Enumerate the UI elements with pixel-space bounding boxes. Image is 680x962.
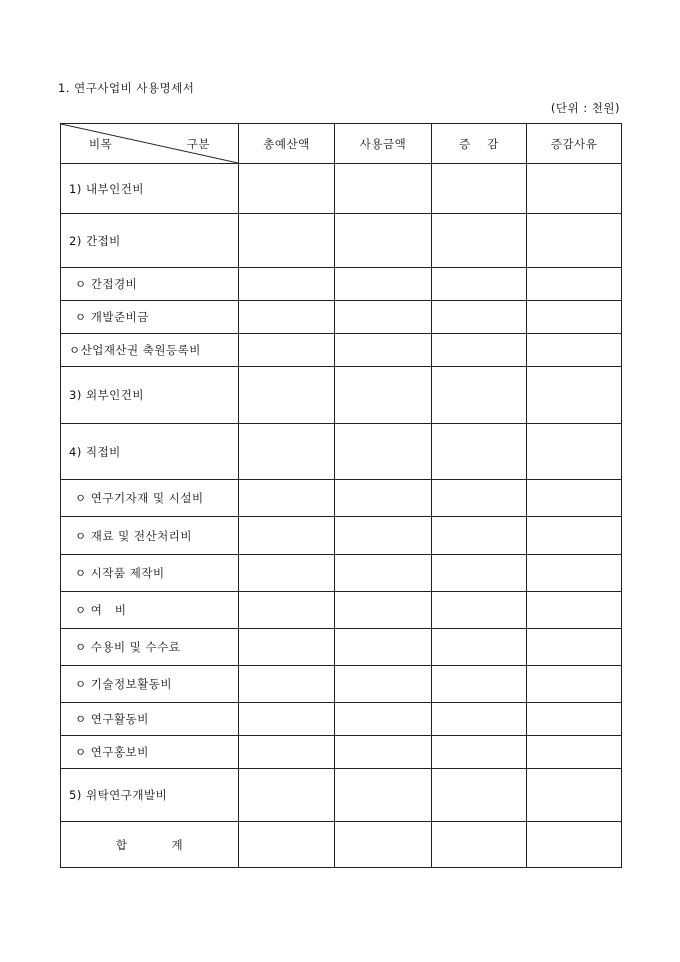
row-label: ㅇ 수용비 및 수수료 — [61, 629, 239, 666]
cell-change[interactable] — [432, 736, 527, 769]
cell-change-reason[interactable] — [527, 769, 622, 822]
cell-used-amount[interactable] — [335, 424, 432, 480]
cell-used-amount[interactable] — [335, 480, 432, 517]
cell-used-amount[interactable] — [335, 736, 432, 769]
cell-change[interactable] — [432, 367, 527, 424]
cell-total-budget[interactable] — [239, 367, 335, 424]
cell-change-reason[interactable] — [527, 703, 622, 736]
cell-used-amount[interactable] — [335, 164, 432, 214]
cell-total-budget[interactable] — [239, 164, 335, 214]
table-row — [61, 517, 622, 555]
cell-change-reason[interactable] — [527, 555, 622, 592]
cell-total-budget[interactable] — [239, 629, 335, 666]
cell-used-amount[interactable] — [335, 301, 432, 334]
cell-used-amount[interactable] — [335, 629, 432, 666]
cell-total-budget[interactable] — [239, 769, 335, 822]
cell-used-amount[interactable] — [335, 592, 432, 629]
cell-change[interactable] — [432, 666, 527, 703]
table-row — [61, 301, 622, 334]
cell-change[interactable] — [432, 517, 527, 555]
row-label: 3) 외부인건비 — [61, 367, 239, 424]
cell-change-reason[interactable] — [527, 268, 622, 301]
cell-change[interactable] — [432, 629, 527, 666]
corner-left-label: 비목 — [89, 137, 113, 151]
table-row — [61, 214, 622, 268]
total-label — [61, 822, 239, 868]
row-label: ㅇ산업재산권 축원등록비 — [61, 334, 239, 367]
cell-change-reason[interactable] — [527, 424, 622, 480]
table-row — [61, 769, 622, 822]
table-row — [61, 555, 622, 592]
row-label: 2) 간접비 — [61, 214, 239, 268]
cell-used-amount[interactable] — [335, 367, 432, 424]
cell-total-budget[interactable] — [239, 424, 335, 480]
cell-change[interactable] — [432, 268, 527, 301]
row-label: ㅇ 기술정보활동비 — [61, 666, 239, 703]
cell-used-amount[interactable] — [335, 769, 432, 822]
cell-total-budget[interactable] — [239, 666, 335, 703]
table-row — [61, 480, 622, 517]
total-label-part-1: 합 — [115, 837, 128, 852]
cell-change-reason[interactable] — [527, 301, 622, 334]
cell-change[interactable] — [432, 480, 527, 517]
cell-change[interactable] — [432, 424, 527, 480]
table-row — [61, 629, 622, 666]
cell-total-budget[interactable] — [239, 736, 335, 769]
cell-total-budget[interactable] — [239, 822, 335, 868]
cell-used-amount[interactable] — [335, 703, 432, 736]
expense-table — [60, 123, 622, 868]
cell-change[interactable] — [432, 334, 527, 367]
cell-change[interactable] — [432, 214, 527, 268]
column-header-used-amount: 사용금액 — [335, 124, 432, 164]
cell-total-budget[interactable] — [239, 268, 335, 301]
cell-change-reason[interactable] — [527, 629, 622, 666]
cell-change-reason[interactable] — [527, 367, 622, 424]
row-label: 1) 내부인건비 — [61, 164, 239, 214]
cell-change[interactable] — [432, 592, 527, 629]
cell-used-amount[interactable] — [335, 666, 432, 703]
table-row — [61, 367, 622, 424]
unit-note: (단위 : 천원) — [550, 101, 620, 115]
cell-total-budget[interactable] — [239, 517, 335, 555]
column-header-change-reason: 증감사유 — [527, 124, 622, 164]
table-row — [61, 592, 622, 629]
document-title: 1. 연구사업비 사용명세서 — [58, 81, 195, 95]
column-header-change: 증 감 — [432, 124, 527, 164]
cell-change-reason[interactable] — [527, 666, 622, 703]
table-row — [61, 164, 622, 214]
cell-change-reason[interactable] — [527, 736, 622, 769]
row-label: ㅇ 개발준비금 — [61, 301, 239, 334]
cell-total-budget[interactable] — [239, 301, 335, 334]
row-label: ㅇ 연구홍보비 — [61, 736, 239, 769]
total-label-part-2: 계 — [171, 837, 184, 852]
cell-used-amount[interactable] — [335, 268, 432, 301]
row-label: 5) 위탁연구개발비 — [61, 769, 239, 822]
row-label: ㅇ 시작품 제작비 — [61, 555, 239, 592]
corner-header-cell — [61, 124, 239, 164]
cell-change[interactable] — [432, 703, 527, 736]
row-label: ㅇ 여 비 — [61, 592, 239, 629]
cell-change[interactable] — [432, 164, 527, 214]
cell-total-budget[interactable] — [239, 703, 335, 736]
cell-change-reason[interactable] — [527, 517, 622, 555]
cell-change-reason[interactable] — [527, 164, 622, 214]
cell-total-budget[interactable] — [239, 214, 335, 268]
cell-change[interactable] — [432, 769, 527, 822]
header-row — [61, 124, 622, 164]
cell-change-reason[interactable] — [527, 592, 622, 629]
cell-used-amount[interactable] — [335, 555, 432, 592]
row-label: ㅇ 간접경비 — [61, 268, 239, 301]
cell-change-reason[interactable] — [527, 334, 622, 367]
cell-used-amount[interactable] — [335, 822, 432, 868]
row-label: ㅇ 재료 및 전산처리비 — [61, 517, 239, 555]
table-row — [61, 703, 622, 736]
total-row — [61, 822, 622, 868]
cell-change[interactable] — [432, 301, 527, 334]
cell-total-budget[interactable] — [239, 555, 335, 592]
cell-change-reason[interactable] — [527, 822, 622, 868]
table-row — [61, 666, 622, 703]
cell-change[interactable] — [432, 822, 527, 868]
diagonal-line — [61, 124, 238, 163]
cell-change-reason[interactable] — [527, 214, 622, 268]
row-label: 4) 직접비 — [61, 424, 239, 480]
column-header-total-budget: 총예산액 — [239, 124, 335, 164]
table-row — [61, 334, 622, 367]
cell-used-amount[interactable] — [335, 214, 432, 268]
cell-total-budget[interactable] — [239, 480, 335, 517]
table-row — [61, 424, 622, 480]
row-label: ㅇ 연구기자재 및 시설비 — [61, 480, 239, 517]
cell-total-budget[interactable] — [239, 334, 335, 367]
cell-used-amount[interactable] — [335, 334, 432, 367]
cell-change-reason[interactable] — [527, 480, 622, 517]
row-label: ㅇ 연구활동비 — [61, 703, 239, 736]
table-row — [61, 268, 622, 301]
table-row — [61, 736, 622, 769]
corner-right-label: 구분 — [186, 137, 210, 151]
cell-change[interactable] — [432, 555, 527, 592]
cell-used-amount[interactable] — [335, 517, 432, 555]
cell-total-budget[interactable] — [239, 592, 335, 629]
